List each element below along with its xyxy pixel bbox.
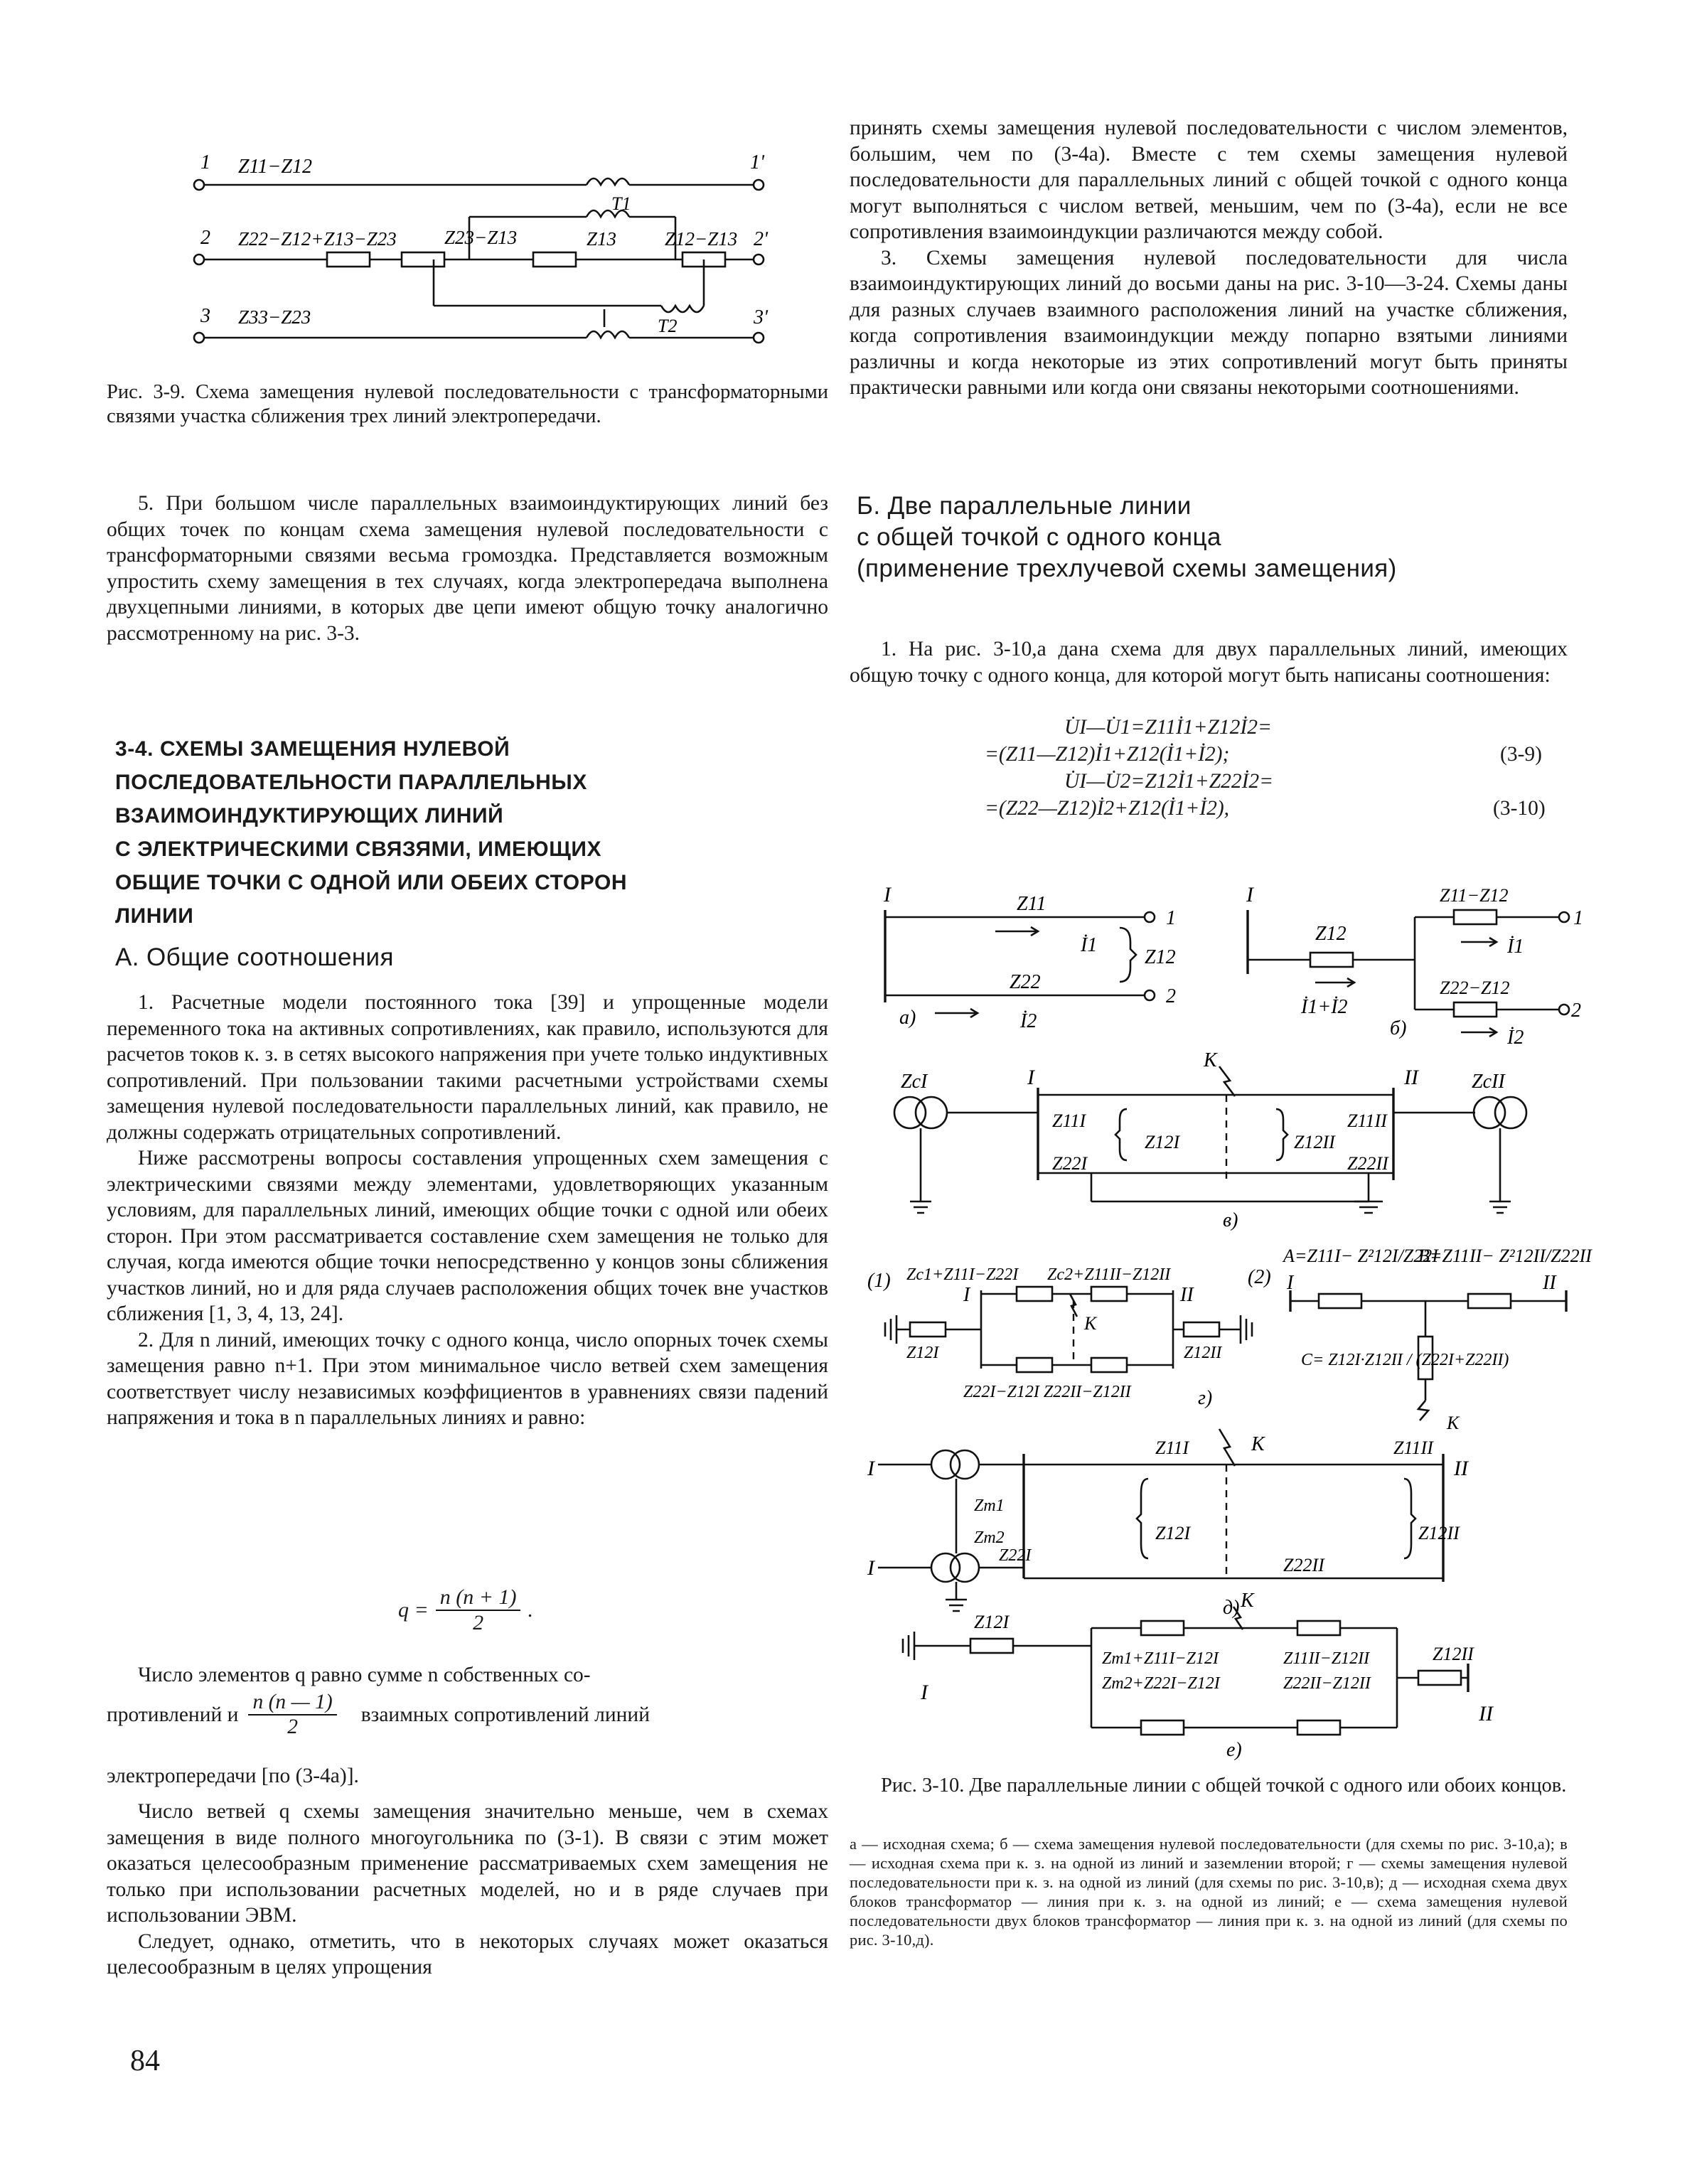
z6-label: Z33−Z23 [238,306,311,328]
node-3p-label: 3ʹ [754,306,768,328]
section-heading-line: С ЭЛЕКТРИЧЕСКИМИ СВЯЗЯМИ, ИМЕЮЩИХ [115,837,602,861]
node-I2-label: I [867,1556,874,1580]
i1-label: İ1 [1507,936,1524,958]
figure-3-9 [192,146,832,352]
section-heading-line: ПОСЛЕДОВАТЕЛЬНОСТИ ПАРАЛЛЕЛЬНЫХ [115,771,588,794]
z2-label: Z22−Z12+Z13−Z23 [238,228,397,250]
node-3-label: 3 [200,305,210,327]
z11ii-label: Z11II [1347,1110,1387,1131]
panel-a-label: а) [899,1007,916,1029]
paragraph-a3-end: электропередачи [по (3-4а)]. [107,1765,359,1787]
resistor-z11-z12 [1454,910,1497,924]
z12i-label: Z12I [974,1612,1010,1632]
zci-label: ZcI [901,1071,928,1093]
z22i-label: Z22I [999,1546,1032,1565]
g2-c-label: C= Z12I·Z12II / (Z22I+Z22II) [1301,1351,1509,1369]
paragraph-r1: принять схемы замещения нулевой последовательности с числом элементов, большим, чем по (3-4а). Вместе с тем схемы замещения нулевой последовательности для параллельных линий с общей точкой с одного конца могут выполняться с числом ветвей, меньшим, чем по (3-4а), если не все сопротивления взаимоиндукции различаются между собой. [850,117,1568,243]
z22-label: Z22 [1010,971,1041,993]
resistor-z22 [327,252,370,267]
z11i-label: Z11I [1155,1438,1189,1458]
panel-d-label: д) [1223,1597,1240,1619]
z22i-label: Z22I [1052,1153,1088,1174]
paragraph-a1: 1. Расчетные модели постоянного тока [39] и упрощенные модели переменного тока на активных сопротивлениях, как правило, используются для расчетов токов к. з. в сетях высокого напряжения при учете только индуктивных сопротивлений. При пользовании такими расчетными устройствами схемы замещения нулевой последовательности параллельных линий, как правило, не должны содержать отрицательных сопротивлений. [107,991,828,1144]
node-1p-label: 1ʹ [750,151,764,173]
i2-label: İ2 [1507,1027,1524,1049]
node-I-label: I [884,883,891,906]
paragraph-a3-start: Число элементов q равно сумме n собственных со- [138,1664,591,1686]
section-heading-line: ВЗАИМОИНДУКТИРУЮЩИХ ЛИНИЙ [115,804,504,828]
zt1-label: Zт1 [974,1497,1005,1515]
z3-label: Z23−Z13 [444,227,518,248]
formula-q-lhs: q = [398,1598,429,1622]
zt2-label: Zт2 [974,1529,1005,1547]
k-label: К [1447,1413,1460,1433]
fig310-a [883,883,1176,1032]
z12i-label: Z12I [1155,1523,1191,1543]
k-label: К [1241,1590,1254,1612]
z22-z12-label: Z22−Z12 [1440,978,1510,998]
formula-q-den: 2 [473,1611,484,1634]
t2-label: T2 [658,316,678,336]
g2-a-label: A=Z11I− Z²12I/Z22I [1283,1246,1438,1266]
node-2-label: 2 [1166,985,1176,1007]
node-II-label: II [1454,1457,1468,1480]
a3-mid-b: взаимных сопротивлений линий [360,1703,650,1726]
k-label: К [1251,1433,1265,1455]
e4-label: Z22II−Z12II [1283,1674,1371,1693]
section-heading-line: 3-4. СХЕМЫ ЗАМЕЩЕНИЯ НУЛЕВОЙ [115,737,510,761]
i1-label: İ1 [1081,934,1098,956]
node-II-label: II [1180,1284,1194,1306]
z12ii-label: Z12II [1418,1523,1460,1543]
z12ii-label: Z12II [1184,1344,1222,1362]
t1-label: T1 [611,193,631,214]
fig310-v [894,1049,1526,1231]
z11-label: Z11 [1017,893,1046,915]
zcii-label: ZcII [1472,1071,1505,1093]
page-number: 84 [130,2045,160,2077]
resistor-z23 [402,252,444,267]
z11-z12-label: Z11−Z12 [1440,885,1509,906]
fig310-legend: а — исходная схема; б — схема замещения нулевой последовательности (для схемы по рис. 3-10,а); в — исходная схема при к. з. на одной из линий и заземлении второй; г — схемы замещения нулевой последовательности при к. з. на одной из линий (для схемы по рис. 3-10,в); д — исходная схема двух блоков трансформатор — линия при к. з. на одной из линий; е — схема замещения нулевой последовательности двух блоков трансформатор — линия при к. з. на одной из линий (для схемы по рис. 3-10,д). [850,1835,1568,1949]
frac-num: n (n — 1) [248,1691,336,1715]
subheading-b-line: (применение трехлучевой схемы замещения) [857,555,1397,582]
fig310-d [867,1429,1470,1619]
fig310-g2 [1248,1246,1592,1433]
panel-g2-label: (2) [1248,1266,1271,1288]
paragraph-a4: Число ветвей q схемы замещения значительно меньше, чем в схемах замещения в виде полного многоугольника по (3-1). В связи с этим может оказаться целесообразным применение рассматриваемых схем замещения не только при использовании расчетных моделей, но и в ряде случаев при использовании ЭВМ. [107,1800,828,1927]
panel-b-label: б) [1390,1017,1407,1039]
node-I-label: I [1287,1272,1294,1294]
k-label: К [1204,1049,1217,1071]
z5-label: Z12−Z13 [665,228,738,250]
section-heading-line: ОБЩИЕ ТОЧКИ С ОДНОЙ ИЛИ ОБЕИХ СТОРОН [115,871,628,894]
node-2-label: 2 [200,227,210,249]
i1-plus-i2-label: İ1+İ2 [1301,996,1348,1018]
formula-q: q = $\frac{n (n + 1)}{2}$ . [398,1585,533,1634]
section-heading [115,732,833,933]
z12ii-label: Z12II [1294,1132,1335,1152]
paragraph-a3-mid [107,1691,828,1739]
k-label: К [1084,1313,1097,1334]
panel-v-label: в) [1223,1209,1238,1231]
g1-top2-label: Zc2+Z11II−Z12II [1047,1265,1171,1284]
subheading-b-line: Б. Две параллельные линии [857,492,1192,520]
g1-bottom-label: Z22I−Z12I Z22II−Z12II [963,1383,1131,1401]
eq1-line1: U̇I—U̇1=Z11İ1+Z12İ2= [1064,716,1272,739]
node-2p-label: 2ʹ [754,228,768,250]
z11i-label: Z11I [1052,1110,1086,1131]
node-2-label: 2 [1571,1000,1581,1022]
g1-top1-label: Zc1+Z11I−Z22I [906,1265,1019,1284]
fig310-b [1246,883,1583,1049]
figure-3-10 [864,874,1592,1763]
fig310-g1 [867,1265,1252,1409]
subheading-b-line: с общей точкой с одного конца [857,523,1221,551]
e3-label: Z11II−Z12II [1283,1649,1370,1668]
node-I-label: I [963,1284,970,1306]
z12i-label: Z12I [906,1344,939,1362]
a3-mid-a: противлений и [107,1703,239,1726]
fig310-e [903,1590,1494,1761]
node-1-label: 1 [1166,907,1176,929]
panel-e-label: е) [1226,1739,1242,1761]
z22ii-label: Z22II [1347,1153,1388,1174]
node-I-label: I [1027,1066,1034,1089]
z11ii-label: Z11II [1393,1438,1433,1458]
eq2-line1: U̇I—U̇2=Z12İ1+Z22İ2= [1064,770,1274,793]
eq2-number: (3-10) [1493,797,1546,820]
node-I-label: I [1246,883,1253,906]
z22ii-label: Z22II [1283,1555,1324,1575]
node-II-label: II [1404,1066,1418,1089]
paragraph-a1b: Ниже рассмотрены вопросы составления упрощенных схем замещения с электрическими связями между элементами, удовлетворяющих указанным условиям, для параллельных линий, имеющих общие точки с одной или обеих сторон. При этом рассматривается составление схем замещения не только для случая, когда имеются общие точки непосредственно у концов зоны сближения участков линий, но и для ряда случаев расположения общих точек вне участков сближения [1, 3, 4, 13, 24]. [107,1147,828,1325]
paragraph-r3: 3. Схемы замещения нулевой последовательности для числа взаимоиндуктирующих линий до восьми даны на рис. 3-10—3-24. Схемы даны для разных случаев взаимного расположения линий на участке сближения, когда сопротивления взаимоиндукции между попарно взятыми линиями различны и когда некоторые из этих сопротивлений могут быть приняты практически равными или когда они связаны некоторыми соотношениями. [850,246,1568,399]
resistor-z22-z12 [1454,1002,1497,1017]
node-I-label: I [867,1457,874,1480]
fig39-caption: Рис. 3-9. Схема замещения нулевой последовательности с трансформаторными связями участка сближения трех линий электропередачи. [107,381,828,427]
frac-den: 2 [287,1715,298,1738]
subheading-b [857,491,1568,584]
node-II-label: II [1479,1702,1493,1725]
e1-label: Zт1+Z11I−Z12I [1102,1649,1219,1668]
fig310-caption: Рис. 3-10. Две параллельные линии с общей точкой с одного или обоих концов. [881,1774,1567,1797]
i2-label: İ2 [1020,1010,1037,1032]
eq1-number: (3-9) [1500,743,1542,766]
e2-label: Zт2+Z22I−Z12I [1102,1674,1220,1693]
node-1-label: 1 [1573,907,1583,929]
panel-g1-label: (1) [867,1270,891,1292]
z12i-label: Z12I [1145,1132,1180,1152]
section-heading-line: ЛИНИИ [115,904,194,928]
z4-label: Z13 [587,228,617,250]
paragraph-a5: Следует, однако, отметить, что в некоторых случаях может оказаться целесообразным в целях упрощения [107,1929,828,1979]
paragraph-5: 5. При большом числе параллельных взаимоиндуктирующих линий без общих точек по концам схема замещения нулевой последовательности с трансформаторными связями весьма громоздка. Представляется возможным упростить схему замещения в тех случаях, когда электропередача выполнена двухцепными линиями, в которых две цепи имеют общую точку аналогично рассмотренному на рис. 3-3. [107,492,828,645]
subheading-a: А. Общие соотношения [115,943,394,971]
panel-g-label: г) [1198,1387,1213,1409]
formula-q-num: n (n + 1) [436,1585,521,1611]
eq1-line2: =(Z11—Z12)İ1+Z12(İ1+İ2); [985,743,1230,766]
z12ii-label: Z12II [1433,1644,1474,1664]
z12-label: Z12 [1145,946,1176,968]
node-I-label: I [921,1681,928,1704]
eq2-line2: =(Z22—Z12)İ2+Z12(İ1+İ2), [985,797,1230,820]
paragraph-b1: 1. На рис. 3-10,а дана схема для двух параллельных линий, имеющих общую точку с одного конца, для которой могут быть написаны соотношения: [850,638,1568,687]
node-II-label: II [1543,1272,1556,1294]
node-1-label: 1 [200,151,210,173]
resistor-z13 [533,252,576,267]
z12-label: Z12 [1315,923,1347,945]
resistor-z12 [1310,953,1353,967]
g2-b-label: B=Z11II− Z²12II/Z22II [1418,1246,1592,1266]
z1-label: Z11−Z12 [238,156,312,178]
paragraph-a2: 2. Для n линий, имеющих точку с одного конца, число опорных точек схемы замещения равно n+1. При этом минимальное число ветвей схем замещения соответствует числу независимых коэффициентов в уравнениях связи падений напряжения и тока в n параллельных линиях и равно: [107,1328,828,1429]
